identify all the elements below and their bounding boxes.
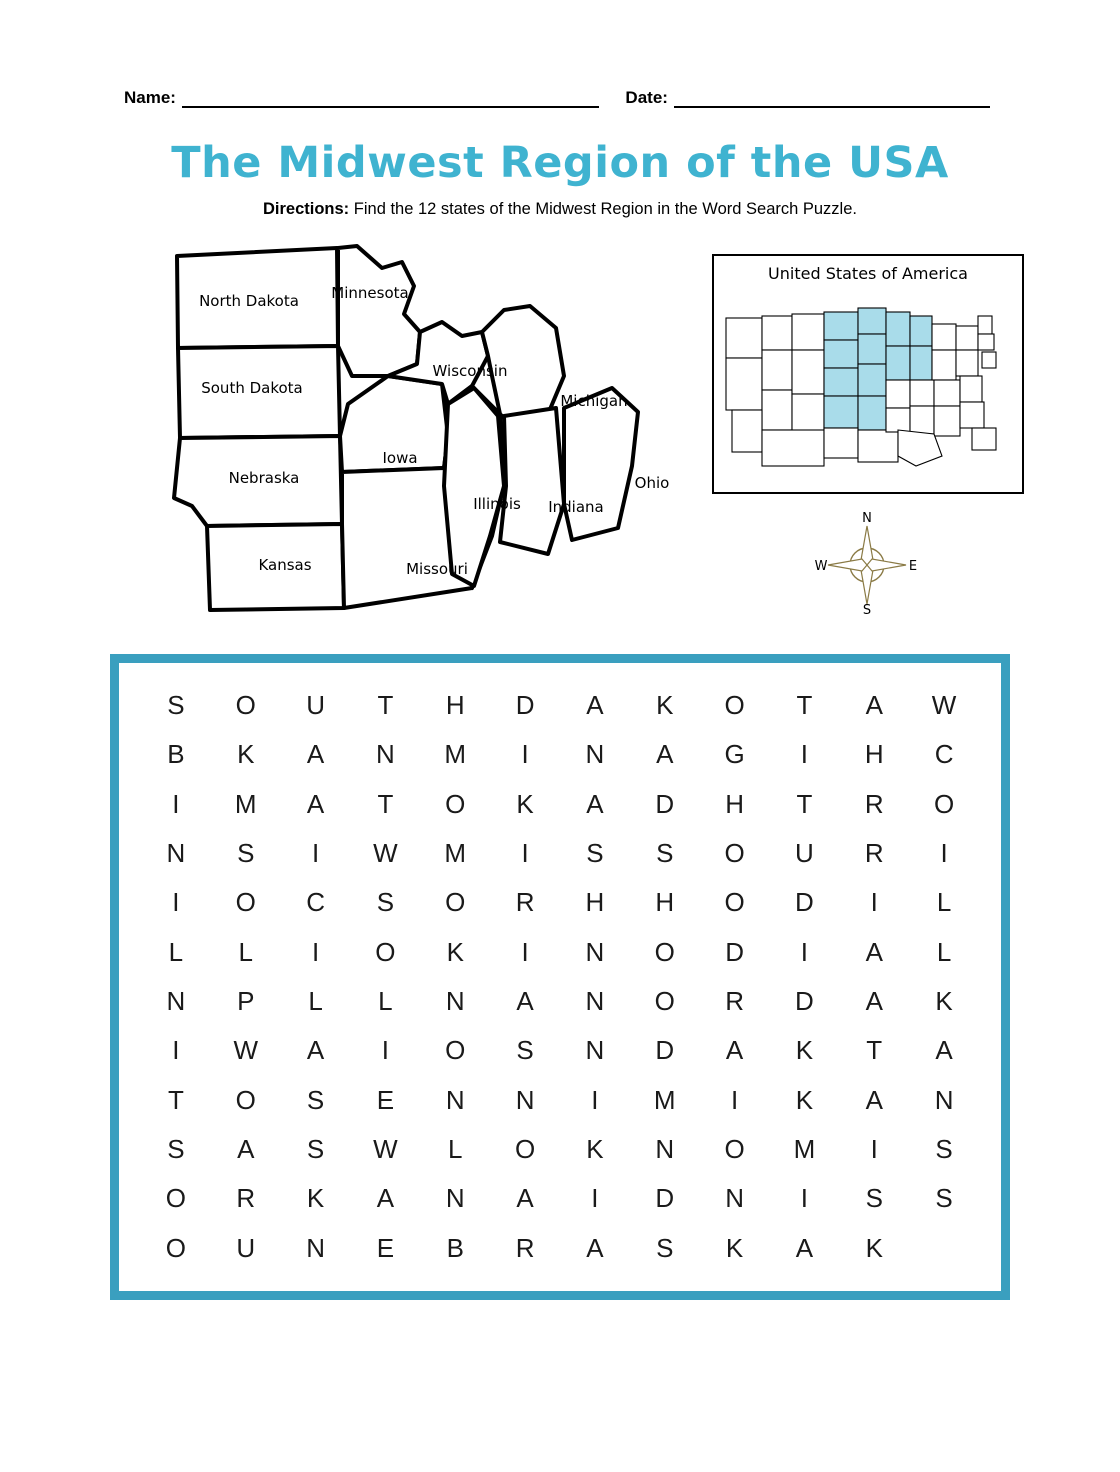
grid-cell[interactable]: N [585,986,605,1017]
grid-cell[interactable]: G [724,739,745,770]
grid-cell[interactable]: K [935,986,953,1017]
grid-cell[interactable]: M [793,1134,816,1165]
grid-cell[interactable]: T [866,1035,883,1066]
grid-cell[interactable]: K [725,1232,744,1263]
grid-cell[interactable]: R [725,986,744,1017]
grid-cell[interactable]: I [381,1035,390,1066]
grid-cell[interactable]: S [516,1035,534,1066]
grid-cell[interactable]: O [933,788,955,819]
grid-cell[interactable]: A [586,690,604,721]
grid-cell[interactable]: N [585,739,605,770]
grid-cell[interactable]: S [167,1134,185,1165]
grid-cell[interactable]: O [654,986,675,1017]
grid-cell[interactable]: O [235,1084,256,1115]
usa-inset-svg [720,290,1016,480]
grid-cell[interactable]: E [376,1232,395,1263]
grid-cell[interactable]: S [586,838,604,869]
state-label-south-dakota: South Dakota [201,379,303,397]
grid-cell[interactable]: K [795,1084,814,1115]
grid-cell[interactable]: O [235,887,256,918]
grid-cell[interactable]: L [936,887,952,918]
maps-section [0,236,1120,636]
grid-cell[interactable]: M [444,838,467,869]
grid-cell[interactable]: O [445,887,466,918]
grid-cell[interactable]: I [591,1084,599,1115]
grid-cell[interactable]: U [306,690,325,721]
compass-south-label: S [862,603,872,618]
grid-cell[interactable]: N [585,936,605,967]
grid-cell[interactable]: L [238,936,253,967]
grid-cell[interactable]: T [377,788,394,819]
grid-cell[interactable]: A [586,788,604,819]
grid-cell[interactable]: I [800,1183,809,1214]
directions-text: Find the 12 states of the Midwest Region in the Word Search Puzzle. [349,200,857,218]
grid-cell[interactable]: I [172,788,180,819]
grid-cell[interactable]: S [935,1183,953,1214]
word-search-grid[interactable] [141,681,979,1273]
grid-cell[interactable]: L [308,986,323,1017]
grid-cell[interactable]: N [376,739,395,770]
grid-cell[interactable]: I [521,838,529,869]
midwest-map [152,236,712,636]
midwest-map-svg [152,236,712,636]
grid-cell[interactable]: W [931,690,957,721]
word-search-puzzle[interactable] [110,654,1010,1300]
grid-cell[interactable]: I [311,838,320,869]
grid-cell[interactable]: A [935,1035,953,1066]
state-label-ohio: Ohio [634,474,670,492]
grid-cell[interactable]: A [865,936,883,967]
grid-cell[interactable]: S [306,1084,325,1115]
grid-cell[interactable]: N [166,986,186,1017]
grid-cell[interactable]: I [311,936,320,967]
grid-cell[interactable]: T [167,1084,184,1115]
name-input-rule[interactable] [182,92,599,108]
grid-cell[interactable]: A [306,788,325,819]
grid-cell[interactable]: O [724,838,745,869]
state-label-kansas: Kansas [258,556,312,574]
grid-cell[interactable]: R [515,1232,535,1263]
grid-cell[interactable]: O [165,1183,187,1214]
grid-cell[interactable]: S [306,1134,325,1165]
grid-cell[interactable]: K [446,936,464,967]
state-label-iowa: Iowa [382,449,418,467]
grid-cell[interactable]: I [870,887,878,918]
grid-cell[interactable]: H [585,887,605,918]
grid-cell[interactable]: I [521,739,529,770]
grid-cell[interactable]: K [656,690,674,721]
grid-cell[interactable]: K [306,1183,325,1214]
grid-cell[interactable]: D [795,887,814,918]
grid-cell[interactable]: N [515,1084,535,1115]
grid-cell[interactable]: H [725,788,744,819]
grid-cell[interactable]: A [795,1232,814,1263]
grid-cell[interactable]: R [515,887,535,918]
date-label: Date: [625,88,668,107]
compass-west-label: W [814,559,828,574]
grid-cell[interactable]: D [655,1035,675,1066]
grid-cell[interactable]: S [167,690,185,721]
grid-cell[interactable]: P [237,986,255,1017]
grid-cell[interactable]: O [445,788,466,819]
grid-cell[interactable]: L [936,936,952,967]
page-title: The Midwest Region of the USA [171,138,949,188]
grid-cell[interactable]: I [591,1183,599,1214]
grid-cell[interactable]: A [865,1084,883,1115]
grid-cell[interactable]: O [375,936,396,967]
grid-cell[interactable]: N [725,1183,744,1214]
grid-cell[interactable]: A [516,1183,534,1214]
grid-cell[interactable]: N [934,1084,954,1115]
grid-cell[interactable]: H [445,690,465,721]
grid-cell[interactable]: A [586,1232,604,1263]
grid-cell[interactable]: T [377,690,394,721]
state-label-indiana: Indiana [548,498,604,516]
grid-cell[interactable]: N [166,838,186,869]
name-date-line [124,88,996,108]
grid-cell[interactable]: O [165,1232,187,1263]
grid-cell[interactable]: D [515,690,535,721]
grid-cell[interactable]: S [865,1183,883,1214]
state-label-missouri: Missouri [406,560,468,578]
grid-cell[interactable]: R [864,838,884,869]
grid-cell[interactable]: I [172,887,180,918]
compass-rose [812,508,922,618]
grid-cell[interactable]: A [865,986,883,1017]
grid-cell[interactable]: N [445,1183,465,1214]
grid-cell[interactable]: I [870,1134,878,1165]
grid-cell[interactable]: L [168,936,184,967]
grid-cell[interactable]: L [448,1134,463,1165]
grid-cell[interactable]: I [940,838,948,869]
grid-cell[interactable]: I [521,936,529,967]
grid-cell[interactable]: N [445,986,465,1017]
directions [0,200,1120,219]
grid-cell[interactable]: A [306,1035,325,1066]
state-label-illinois: Illinois [473,495,521,513]
compass-north-label: N [862,511,872,526]
grid-cell[interactable]: W [233,1035,259,1066]
grid-cell[interactable]: A [306,739,325,770]
grid-cell[interactable]: N [445,1084,465,1115]
grid-cell[interactable]: M [444,739,467,770]
date-input-rule[interactable] [674,92,990,108]
grid-cell[interactable]: I [800,936,809,967]
grid-cell[interactable]: K [237,739,255,770]
name-label: Name: [124,88,176,107]
grid-cell[interactable]: S [656,838,674,869]
grid-cell[interactable]: O [724,1134,745,1165]
grid-cell[interactable]: W [373,1134,398,1165]
grid-cell[interactable]: R [864,788,884,819]
grid-cell[interactable]: A [376,1183,395,1214]
grid-cell[interactable]: A [237,1134,255,1165]
grid-cell[interactable]: H [864,739,884,770]
grid-cell[interactable]: A [516,986,534,1017]
state-label-wisconsin: Wisconsin [432,362,508,380]
grid-cell[interactable]: H [655,887,675,918]
grid-cell[interactable]: O [724,690,745,721]
grid-cell[interactable]: K [865,1232,883,1263]
grid-cell[interactable]: O [654,936,675,967]
grid-cell[interactable]: S [376,887,395,918]
grid-cell[interactable]: N [306,1232,325,1263]
grid-cell[interactable]: L [378,986,393,1017]
grid-cell[interactable]: A [725,1035,744,1066]
grid-cell[interactable]: N [585,1035,605,1066]
grid-cell[interactable]: O [235,690,256,721]
grid-cell[interactable]: O [445,1035,466,1066]
grid-cell[interactable]: C [934,739,954,770]
grid-cell[interactable]: I [172,1035,180,1066]
state-label-nebraska: Nebraska [228,469,300,487]
grid-cell[interactable]: K [516,788,534,819]
grid-cell[interactable]: W [373,838,398,869]
grid-cell[interactable]: S [656,1232,674,1263]
grid-cell[interactable]: U [236,1232,256,1263]
grid-cell[interactable]: T [796,788,813,819]
grid-cell[interactable]: M [653,1084,676,1115]
grid-cell[interactable]: U [795,838,814,869]
usa-inset-title: United States of America [768,264,968,283]
grid-cell[interactable]: D [655,788,675,819]
grid-cell[interactable]: A [865,690,883,721]
state-label-minnesota: Minnesota [331,284,409,302]
grid-cell[interactable]: A [656,739,674,770]
directions-bold-label: Directions: [263,200,350,218]
compass-svg [812,508,922,618]
grid-cell[interactable]: C [306,887,325,918]
grid-cell[interactable]: S [935,1134,953,1165]
grid-cell[interactable]: N [655,1134,675,1165]
state-label-michigan: Michigan [560,392,628,410]
usa-inset-map [712,254,1024,494]
grid-cell[interactable]: I [800,739,809,770]
grid-cell[interactable]: B [446,1232,464,1263]
state-label-north-dakota: North Dakota [199,292,299,310]
grid-cell[interactable]: D [655,1183,675,1214]
grid-cell[interactable]: T [796,690,813,721]
grid-cell[interactable]: S [237,838,255,869]
grid-cell[interactable]: M [234,788,257,819]
grid-cell[interactable]: D [795,986,814,1017]
grid-cell[interactable]: R [236,1183,256,1214]
grid-cell[interactable]: B [167,739,185,770]
grid-cell[interactable]: D [725,936,744,967]
grid-cell[interactable]: K [586,1134,604,1165]
grid-cell[interactable]: O [514,1134,536,1165]
grid-cell[interactable]: K [795,1035,814,1066]
grid-cell[interactable]: I [730,1084,739,1115]
compass-east-label: E [908,559,918,574]
grid-cell[interactable]: O [724,887,745,918]
grid-cell[interactable]: E [376,1084,395,1115]
